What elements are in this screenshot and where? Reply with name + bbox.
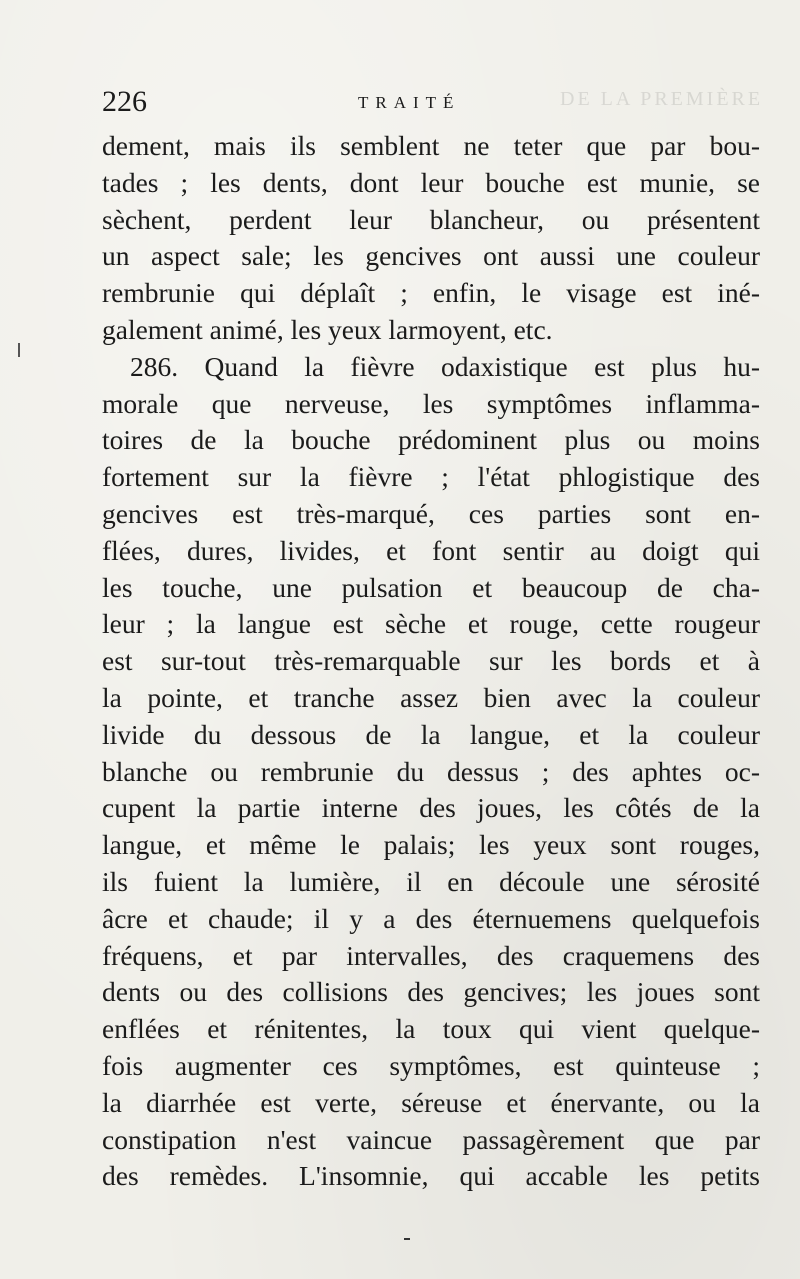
running-title: TRAITÉ (358, 93, 461, 112)
page-header (100, 82, 770, 122)
text-line: gencives est très-marqué, ces parties sont en- (102, 497, 760, 529)
text-line: blanche ou rembrunie du dessus ; des aphtes oc- (102, 755, 760, 787)
body-text (102, 128, 760, 1195)
text-line: sèchent, perdent leur blancheur, ou présentent (102, 203, 760, 235)
text-line: langue, et même le palais; les yeux sont rouges, (102, 829, 760, 861)
text-line: des remèdes. L'insomnie, qui accable les petits (102, 1160, 760, 1192)
text-line: fois augmenter ces symptômes, est quinteuse ; (102, 1049, 760, 1081)
text-line: est sur-tout très-remarquable sur les bords et à (102, 645, 760, 677)
text-line: un aspect sale; les gencives ont aussi une couleur (102, 240, 760, 272)
text-line: la pointe, et tranche assez bien avec la couleur (102, 681, 760, 713)
text-line: toires de la bouche prédominent plus ou moins (102, 424, 760, 456)
text-line: enflées et rénitentes, la toux qui vient quelque- (102, 1013, 760, 1045)
text-line: leur ; la langue est sèche et rouge, cette rougeur (102, 608, 760, 640)
text-line: galement animé, les yeux larmoyent, etc. (102, 313, 553, 345)
text-line: dement, mais ils semblent ne teter que par bou- (102, 130, 760, 161)
text-line: fortement sur la fièvre ; l'état phlogistique des (102, 461, 760, 493)
margin-mark (18, 343, 20, 357)
bleed-through-text: DE LA PREMIÈRE (560, 88, 764, 110)
page-number: 226 (102, 85, 147, 118)
text-line: ils fuient la lumière, il en découle une sérosité (102, 865, 760, 897)
text-line: les touche, une pulsation et beaucoup de cha- (102, 571, 760, 603)
text-line: livide du dessous de la langue, et la couleur (102, 718, 760, 750)
bottom-mark (404, 1238, 410, 1240)
paragraph-start-line: 286. Quand la fièvre odaxistique est plus hu- (130, 350, 760, 382)
text-line: morale que nerveuse, les symptômes inflamma- (102, 387, 760, 419)
text-line: constipation n'est vaincue passagèrement que par (102, 1123, 760, 1155)
text-line: cupent la partie interne des joues, les côtés de la (102, 792, 760, 824)
text-line: tades ; les dents, dont leur bouche est munie, se (102, 166, 760, 198)
text-line: dents ou des collisions des gencives; les joues sont (102, 976, 760, 1008)
text-line: flées, dures, livides, et font sentir au doigt qui (102, 534, 760, 566)
text-line: la diarrhée est verte, séreuse et énervante, ou la (102, 1086, 760, 1118)
text-line: fréquens, et par intervalles, des craquemens des (102, 939, 760, 971)
text-line: âcre et chaude; il y a des éternuemens quelquefois (102, 902, 760, 934)
text-line: rembrunie qui déplaît ; enfin, le visage est iné- (102, 277, 760, 309)
